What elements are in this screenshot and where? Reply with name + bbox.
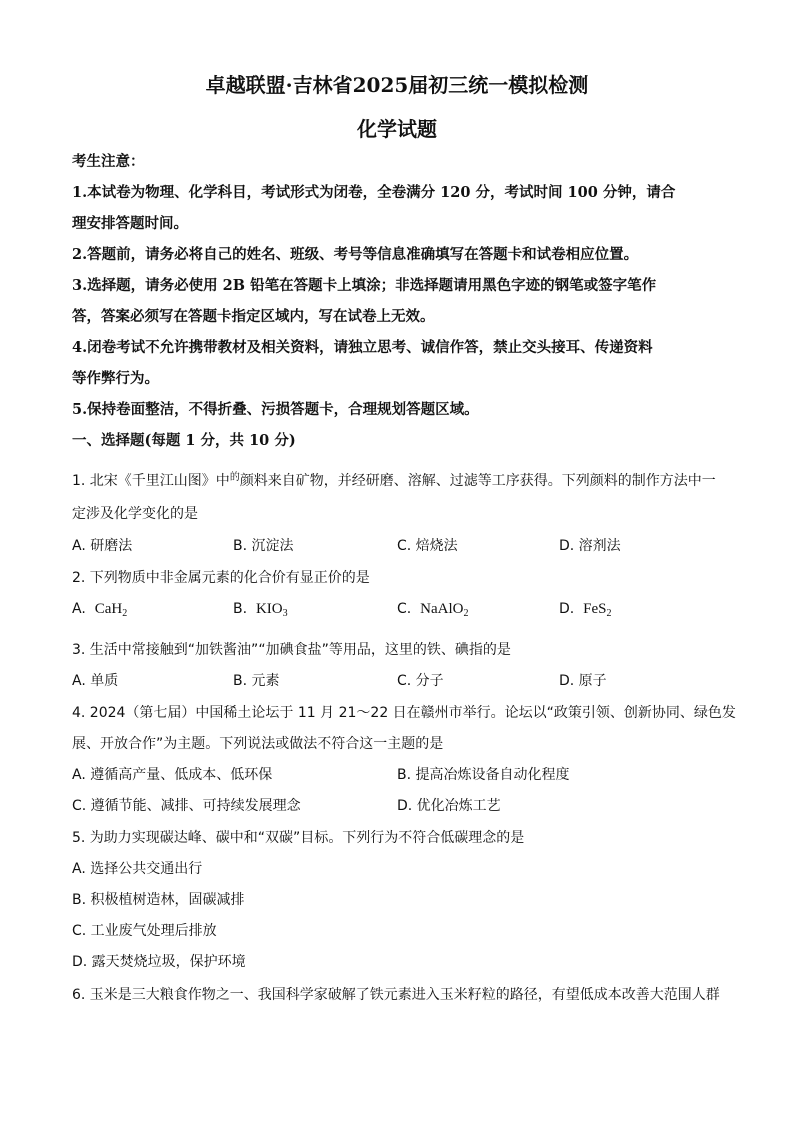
question-5-option-c: C. 工业废气处理后排放 (72, 923, 217, 939)
question-3-option-c: C. 分子 (397, 673, 444, 689)
question-2-option-c (397, 601, 468, 619)
option-label: D. (559, 601, 575, 617)
question-5-stem: 5. 为助力实现碳达峰、碳中和“双碳”目标。下列行为不符合低碳理念的是 (72, 830, 525, 846)
option-label: A. (72, 601, 86, 617)
exam-subtitle: 化学试题 (357, 117, 437, 141)
question-4-stem: 4. 2024（第七届）中国稀土论坛于 11 月 21～22 日在赣州市举行。论坛以“政策引领、创新协同、绿色发 (72, 705, 736, 721)
chemical-formula: $KIO_3$ (255, 601, 288, 619)
question-4-option-b: B. 提高冶炼设备自动化程度 (397, 767, 570, 783)
question-1-option-a: A. 研磨法 (72, 538, 133, 554)
question-2-option-b (233, 601, 288, 619)
question-1-option-c: C. 焙烧法 (397, 538, 458, 554)
question-4-stem-cont: 展、开放合作”为主题。下列说法或做法不符合这一主题的是 (72, 736, 444, 752)
question-4-option-d: D. 优化冶炼工艺 (397, 798, 501, 814)
option-label: B. (233, 601, 248, 617)
notice-item-3-cont: 答，答案必须写在答题卡指定区域内，写在试卷上无效。 (72, 308, 435, 325)
question-3-option-b: B. 元素 (233, 673, 280, 689)
question-5-option-b: B. 积极植树造林，固碳减排 (72, 892, 245, 908)
chemical-formula: FeS$_2$ (583, 601, 612, 619)
question-1-text-small: 的 (229, 472, 240, 483)
notice-item-1: 1.本试卷为物理、化学科目，考试形式为闭卷，全卷满分 120 分，考试时间 100 分钟，请合 (72, 184, 676, 201)
notice-item-4-cont: 等作弊行为。 (72, 370, 159, 387)
question-6-stem: 6. 玉米是三大粮食作物之一、我国科学家破解了铁元素进入玉米籽粒的路径，有望低成本改善大范围人群 (72, 987, 720, 1003)
section-heading: 一、选择题(每题 1 分，共 10 分) (72, 432, 296, 449)
option-label: C. (397, 601, 412, 617)
question-4-option-a: A. 遵循高产量、低成本、低环保 (72, 767, 273, 783)
question-5-option-d: D. 露天焚烧垃圾，保护环境 (72, 954, 246, 970)
notice-heading: 考生注意： (72, 153, 145, 170)
chemical-formula: CaH$_2$ (94, 601, 128, 619)
question-2-stem: 2. 下列物质中非金属元素的化合价有显正价的是 (72, 570, 370, 586)
question-1-text-a: 1. 北宋《千里江山图》中 (72, 473, 230, 489)
question-1-text-b: 颜料来自矿物，并经研磨、溶解、过滤等工序获得。下列颜料的制作方法中一 (239, 473, 716, 489)
question-1-stem (72, 468, 716, 490)
notice-item-2: 2.答题前，请务必将自己的姓名、班级、考号等信息准确填写在答题卡和试卷相应位置。 (72, 246, 639, 263)
question-3-option-a: A. 单质 (72, 673, 119, 689)
question-4-option-c: C. 遵循节能、减排、可持续发展理念 (72, 798, 301, 814)
question-1-option-d: D. 溶剂法 (559, 538, 621, 554)
notice-item-4: 4.闭卷考试不允许携带教材及相关资料，请独立思考、诚信作答，禁止交头接耳、传递资料 (72, 339, 653, 356)
question-1-option-b: B. 沉淀法 (233, 538, 294, 554)
exam-title: 卓越联盟·吉林省2025届初三统一模拟检测 (205, 73, 589, 97)
question-3-stem: 3. 生活中常接触到“加铁酱油”“加碘食盐”等用品，这里的铁、碘指的是 (72, 642, 511, 658)
notice-item-5: 5.保持卷面整洁，不得折叠、污损答题卡，合理规划答题区域。 (72, 401, 479, 418)
question-5-option-a: A. 选择公共交通出行 (72, 861, 203, 877)
question-1-stem-cont: 定涉及化学变化的是 (72, 506, 198, 522)
chemical-formula: NaAlO$_2$ (420, 601, 469, 619)
question-2-option-d (559, 601, 611, 619)
question-3-option-d: D. 原子 (559, 673, 607, 689)
question-2-option-a (72, 601, 127, 619)
notice-item-3: 3.选择题，请务必使用 2B 铅笔在答题卡上填涂；非选择题请用黑色字迹的钢笔或签字笔作 (72, 277, 657, 294)
notice-item-1-cont: 理安排答题时间。 (72, 215, 188, 232)
